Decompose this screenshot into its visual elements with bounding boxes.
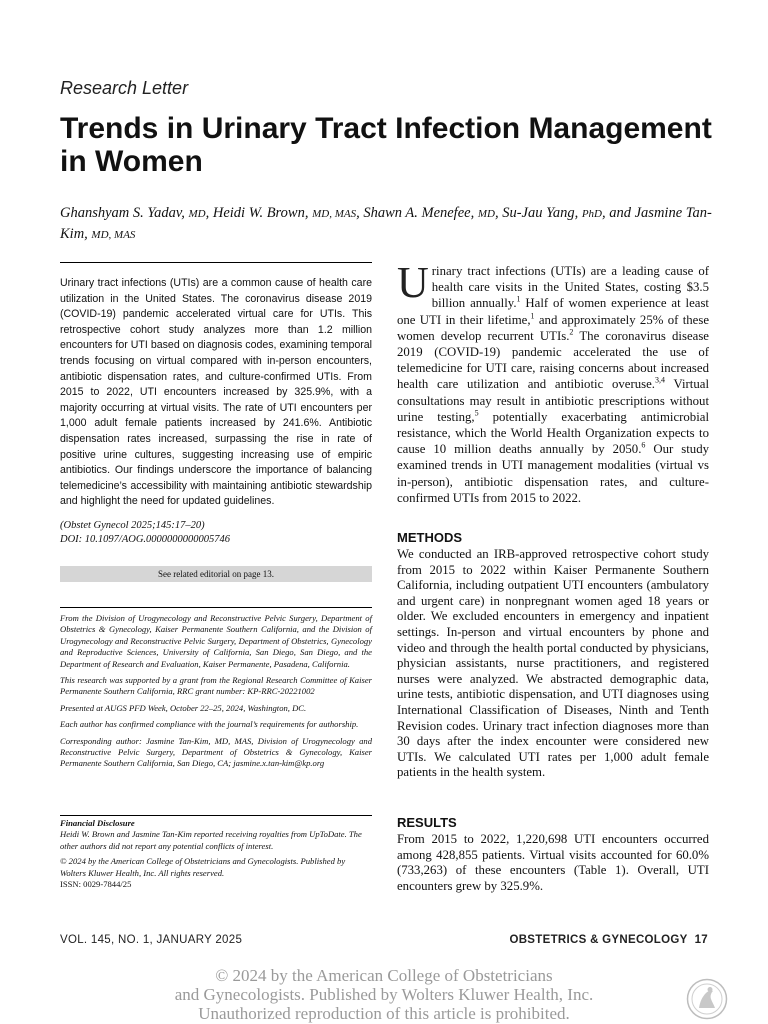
- reference-marker[interactable]: 3,4: [655, 376, 665, 386]
- author-name: Su-Jau Yang: [502, 205, 575, 221]
- reference-marker[interactable]: 2: [569, 327, 574, 337]
- affiliation-from: From the Division of Urogynecology and Reconstructive Pelvic Surgery, Department of Obstetrics & Gynecology, Kaiser Permanente Southern California, and the Division of Urogynecology and Reconstructive Pelvic Surgery, Department of Obstetrics, Gynecology and Reproductive Sciences, University of California, San Diego, San Diego, and the Department of Research and Evaluation, Kaiser Permanente, Pasadena, California.: [60, 613, 372, 669]
- article-title: Trends in Urinary Tract Infection Management in Women: [60, 112, 712, 178]
- watermark-line-3: Unauthorized reproduction of this article is prohibited.: [198, 1004, 570, 1023]
- watermark-line-1: © 2024 by the American College of Obstetricians: [215, 966, 553, 985]
- introduction-text: rinary tract infections (UTIs) are a leading cause of health care visits in the United States, costing $3.5 billion annually.$^1$ Half of women experience at least one UTI in their lifetime,$^1$ and approximately 25% of these women develop recurrent UTIs.$^2$ The coronavirus disease 2019 (COVID-19) pandemic accelerated the use of telemedicine for UTI care, raising concerns about increased health care utilization and antibiotic overuse.$^{3,4}$ Virtual consultations may result in antibiotic prescriptions without urine testing,$^5$ potentially exacerbating antimicrobial resistance, which the World Health Organization expects to cause 10 million deaths annually by 2050.$^6$ Our study examined trends in UTI management modalities (virtual vs in-person), antibiotic dispensation rates, and culture-confirmed UTIs from 2015 to 2022.: [397, 264, 709, 505]
- results-text: From 2015 to 2022, 1,220,698 UTI encounters occurred among 428,855 patients. Virtual visits accounted for 60.0% (733,263) of these encounters (Table 1). Overall, UTI encounters grew by 325.9%.: [397, 832, 709, 893]
- author-name: Shawn A. Menefee: [363, 205, 471, 221]
- issn: ISSN: 0029-7844/25: [60, 879, 132, 890]
- presentation-note: Presented at AUGS PFD Week, October 22–25, 2024, Washington, DC.: [60, 702, 307, 713]
- author-degrees: MD: [477, 208, 495, 220]
- author-name: Jasmine Tan-Kim: [60, 205, 712, 242]
- reference-marker[interactable]: 1: [530, 311, 535, 321]
- abstract: Urinary tract infections (UTIs) are a common cause of health care utilization in the United States. The coronavirus disease 2019 (COVID-19) pandemic accelerated virtual care for UTIs. This retrospective cohort study analyzes more than 1.2 million encounters for UTI based on diagnosis codes, examining temporal trends focusing on virtual compared with in-person encounters, antibiotic dispensation rates, and culture-confirmed UTIs. From 2015 to 2022, UTI encounters increased by 325.9%, with a majority occurring at virtual visits. The rate of UTI encounters per 1,000 adult female patients increased by 241.6%. Antibiotic dispensation rates increased, surpassing the rise in rate of positive urine cultures, suggesting increasing use of empiric antibiotics. Our findings underscore the importance of balancing telemedicine’s accessibility with maintaining antibiotic stewardship and highlight the need for updated guidelines.: [60, 277, 372, 508]
- author-degrees: MD: [188, 208, 206, 220]
- author-degrees: MD, MAS: [91, 229, 136, 241]
- corresponding-author: Corresponding author: Jasmine Tan-Kim, MD, MAS, Division of Urogynecology and Reconstructive Pelvic Surgery, Department of Obstetrics & Gynecology, Kaiser Permanente Southern California, San Diego, CA; jasmine.x.tan-kim@kp.org: [60, 735, 372, 769]
- author-degrees: PhD: [581, 208, 602, 220]
- page-number: 17: [694, 934, 708, 946]
- disclosure-text: Heidi W. Brown and Jasmine Tan-Kim reported receiving royalties from UpToDate. The other authors did not report any potential conflicts of interest.: [60, 829, 362, 851]
- affiliation-top-rule: [60, 607, 372, 608]
- abstract-top-rule: [60, 262, 372, 263]
- journal-reference: (Obstet Gynecol 2025;145:17–20): [60, 520, 205, 531]
- results-heading: RESULTS: [397, 815, 457, 830]
- journal-footer: [509, 934, 708, 946]
- copyright-watermark: [0, 966, 768, 1023]
- author-name: Heidi W. Brown: [212, 205, 305, 221]
- doi[interactable]: DOI: 10.1097/AOG.0000000000005746: [60, 534, 231, 545]
- author-list: Ghanshyam S. Yadav, MD, Heidi W. Brown, MD, MAS, Shawn A. Menefee, MD, Su-Jau Yang, PhD, and Jasmine Tan-Kim, MD, MAS: [60, 205, 712, 242]
- reference-marker[interactable]: 1: [516, 295, 521, 305]
- introduction-paragraph: [397, 258, 709, 506]
- acog-seal-icon: [686, 978, 728, 1020]
- citation-block: [60, 519, 372, 547]
- issue-info: VOL. 145, NO. 1, JANUARY 2025: [60, 934, 243, 946]
- related-editorial-note[interactable]: See related editorial on page 13.: [60, 566, 372, 582]
- financial-disclosure: [60, 818, 372, 890]
- copyright-note: © 2024 by the American College of Obstetricians and Gynecologists. Published by Wolters Kluwer Health, Inc. All rights reserved.: [60, 856, 346, 878]
- affiliations: [60, 613, 372, 775]
- author-degrees: MD, MAS: [312, 208, 357, 220]
- methods-text: We conducted an IRB-approved retrospective cohort study from 2015 to 2022 within Kaiser Permanente Southern California, including outpatient UTI encounters (ambulatory and urgent care) in nonpregnant women aged 18 years or older. We excluded encounters in emergency and inpatient settings. In-person and virtual encounters by phone and video and through the health portal conducted by physicians, physician assistants, nurse practitioners, and registered nurses were analyzed. We abstracted demographic data, urine tests, antibiotic dispensation, and UTI diagnoses using International Classification of Diseases, Ninth and Tenth Revision codes. Urinary tract infection diagnoses more than 30 days after the index encounter were considered new UTIs. We calculated UTI rates per 1,000 adult female patients in the health system.: [397, 547, 709, 780]
- methods-heading: METHODS: [397, 530, 462, 545]
- reference-marker[interactable]: 5: [474, 408, 479, 418]
- disclosure-top-rule: [60, 815, 372, 816]
- section-label: Research Letter: [60, 78, 189, 98]
- author-name: Ghanshyam S. Yadav: [60, 205, 182, 221]
- funding-note: This research was supported by a grant from the Regional Research Committee of Kaiser Permanente Southern California, RRC grant number: KP-RRC-20221002: [60, 675, 372, 697]
- disclosure-heading: Financial Disclosure: [60, 818, 135, 828]
- drop-cap: U: [397, 258, 429, 307]
- authorship-note: Each author has confirmed compliance with the journal’s requirements for authorship.: [60, 719, 359, 730]
- journal-name: OBSTETRICS & GYNECOLOGY: [509, 934, 688, 946]
- reference-marker[interactable]: 6: [641, 440, 646, 450]
- watermark-line-2: and Gynecologists. Published by Wolters Kluwer Health, Inc.: [174, 985, 594, 1004]
